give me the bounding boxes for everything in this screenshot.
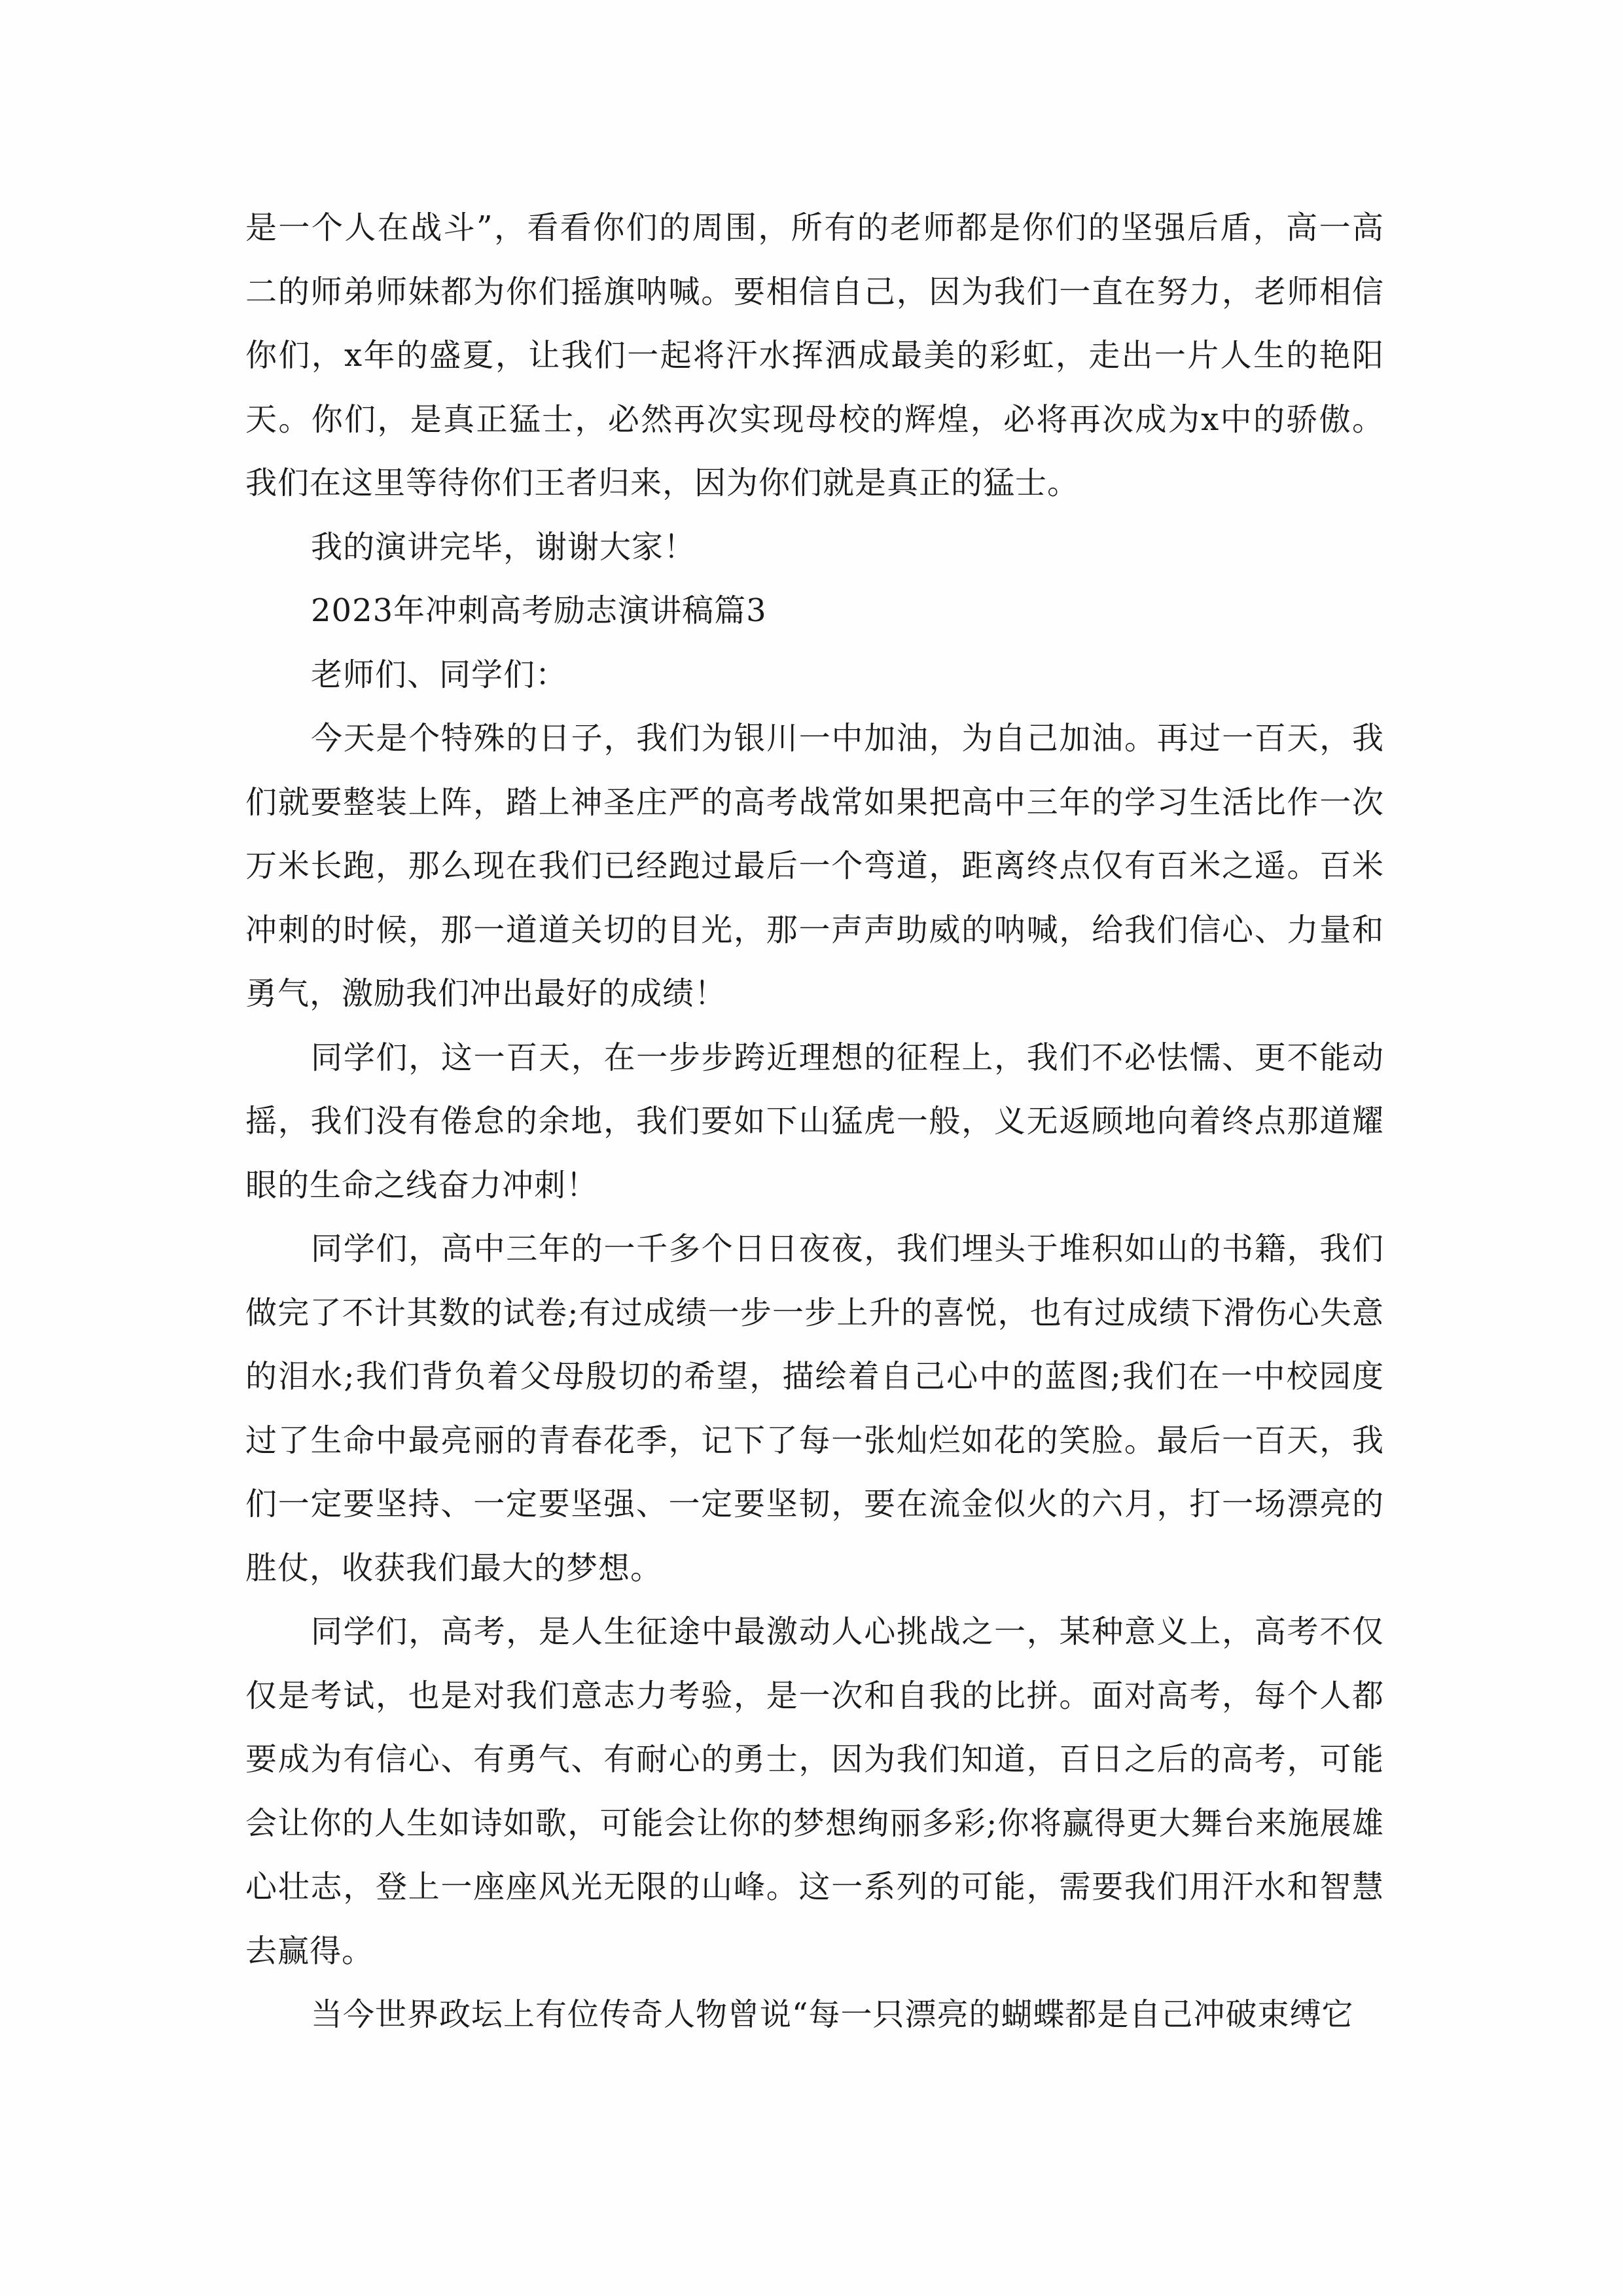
paragraph: 同学们，高中三年的一千多个日日夜夜，我们埋头于堆积如山的书籍，我们做完了不计其数的试卷;有过成绩一步一步上升的喜悦，也有过成绩下滑伤心失意的泪水;我们背负着父母殷切的希望，描绘着自己心中的蓝图;我们在一中校园度过了生命中最亮丽的青春花季，记下了每一张灿烂如花的笑脸。最后一百天，我们一定要坚持、一定要坚强、一定要坚韧，要在流金似火的六月，打一场漂亮的胜仗，收获我们最大的梦想。 (245, 1230, 1384, 1587)
document-body (245, 196, 1384, 2047)
paragraph: 今天是个特殊的日子，我们为银川一中加油，为自己加油。再过一百天，我们就要整装上阵，踏上神圣庄严的高考战常如果把高中三年的学习生活比作一次万米长跑，那么现在我们已经跑过最后一个弯道，距离终点仅有百米之遥。百米冲刺的时候，那一道道关切的目光，那一声声助威的呐喊，给我们信心、力量和勇气，激励我们冲出最好的成绩！ (245, 720, 1384, 1012)
paragraph-truncated: 当今世界政坛上有位传奇人物曾说“每一只漂亮的蝴蝶都是自己冲破束缚它 (311, 1996, 1354, 2033)
section-heading: 2023年冲刺高考励志演讲稿篇3 (311, 592, 767, 629)
paragraph-salutation: 老师们、同学们： (311, 656, 568, 693)
paragraph: 同学们，这一百天，在一步步跨近理想的征程上，我们不必怯懦、更不能动摇，我们没有倦怠的余地，我们要如下山猛虎一般，义无返顾地向着终点那道耀眼的生命之线奋力冲刺！ (245, 1039, 1384, 1204)
paragraph: 同学们，高考，是人生征途中最激动人心挑战之一，某种意义上，高考不仅仅是考试，也是对我们意志力考验，是一次和自我的比拼。面对高考，每个人都要成为有信心、有勇气、有耐心的勇士，因为我们知道，百日之后的高考，可能会让你的人生如诗如歌，可能会让你的梦想绚丽多彩;你将赢得更大舞台来施展雄心壮志，登上一座座风光无限的山峰。这一系列的可能，需要我们用汗水和智慧去赢得。 (245, 1613, 1384, 1969)
paragraph-closing: 我的演讲完毕，谢谢大家！ (311, 528, 696, 565)
paragraph-continuation: 是一个人在战斗”，看看你们的周围，所有的老师都是你们的坚强后盾，高一高二的师弟师妹都为你们摇旗呐喊。要相信自己，因为我们一直在努力，老师相信你们，x年的盛夏，让我们一起将汗水挥洒成最美的彩虹，走出一片人生的艳阳天。你们，是真正猛士，必然再次实现母校的辉煌，必将再次成为x中的骄傲。我们在这里等待你们王者归来，因为你们就是真正的猛士。 (245, 209, 1384, 501)
